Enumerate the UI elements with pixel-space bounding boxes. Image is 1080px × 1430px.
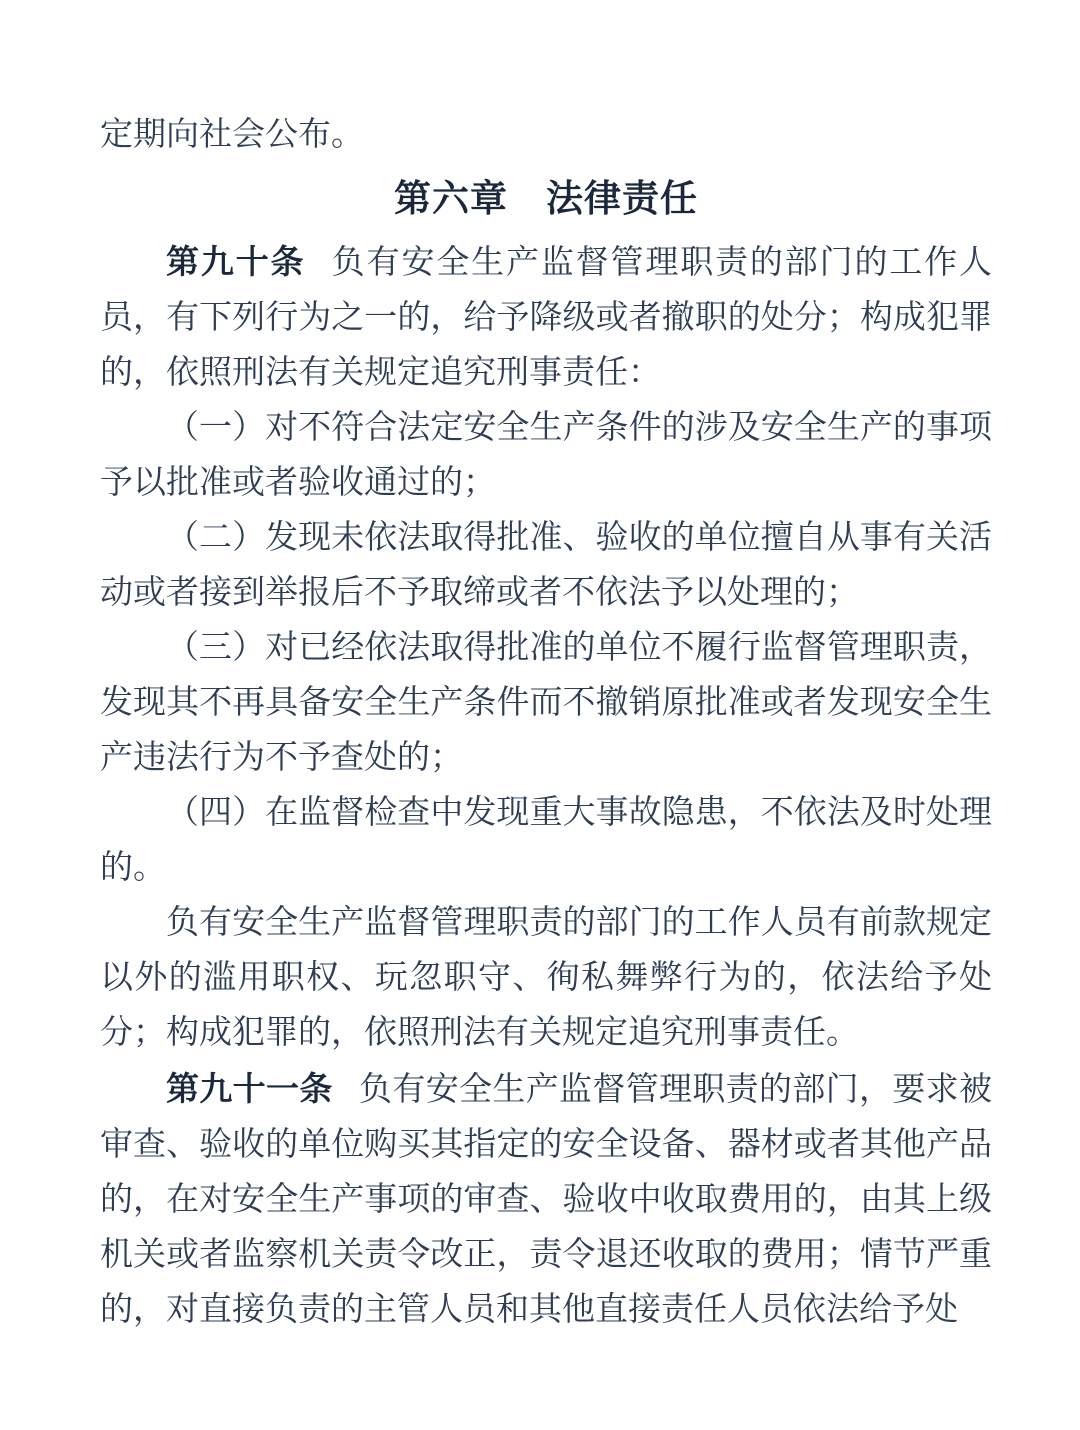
document-body [100, 108, 992, 1338]
article-90-lead-paragraph [100, 234, 992, 401]
article-91-lead-text: 负有安全生产监督管理职责的部门，要求被审查、验收的单位购买其指定的安全设备、器材或者其他产品的，在对安全生产事项的审查、验收中收取费用的，由其上级机关或者监察机关责令改正，责令退还收取的费用；情节严重的，对直接负责的主管人员和其他直接责任人员依法给予处 [100, 1072, 993, 1328]
article-90-item-3: （三）对已经依法取得批准的单位不履行监督管理职责，发现其不再具备安全生产条件而不撤销原批准或者发现安全生产违法行为不予查处的； [100, 630, 992, 776]
article-90-number: 第九十条 [166, 243, 306, 280]
article-91-lead-paragraph [100, 1061, 992, 1338]
article-90-item-4: （四）在监督检查中发现重大事故隐患，不依法及时处理的。 [100, 795, 992, 886]
paragraph-continuation: 定期向社会公布。 [100, 117, 364, 153]
article-90-item-2: （二）发现未依法取得批准、验收的单位擅自从事有关活动或者接到举报后不予取缔或者不依法予以处理的； [100, 520, 992, 611]
chapter-heading: 第六章 法律责任 [394, 178, 698, 219]
article-90-closing-paragraph: 负有安全生产监督管理职责的部门的工作人员有前款规定以外的滥用职权、玩忽职守、徇私舞弊行为的，依法给予处分；构成犯罪的，依照刑法有关规定追究刑事责任。 [100, 905, 992, 1051]
article-91-number: 第九十一条 [166, 1070, 333, 1107]
article-90-lead-text: 负有安全生产监督管理职责的部门的工作人员，有下列行为之一的，给予降级或者撤职的处分；构成犯罪的，依照刑法有关规定追究刑事责任： [100, 245, 993, 391]
article-90-item-1: （一）对不符合法定安全生产条件的涉及安全生产的事项予以批准或者验收通过的； [100, 410, 992, 501]
